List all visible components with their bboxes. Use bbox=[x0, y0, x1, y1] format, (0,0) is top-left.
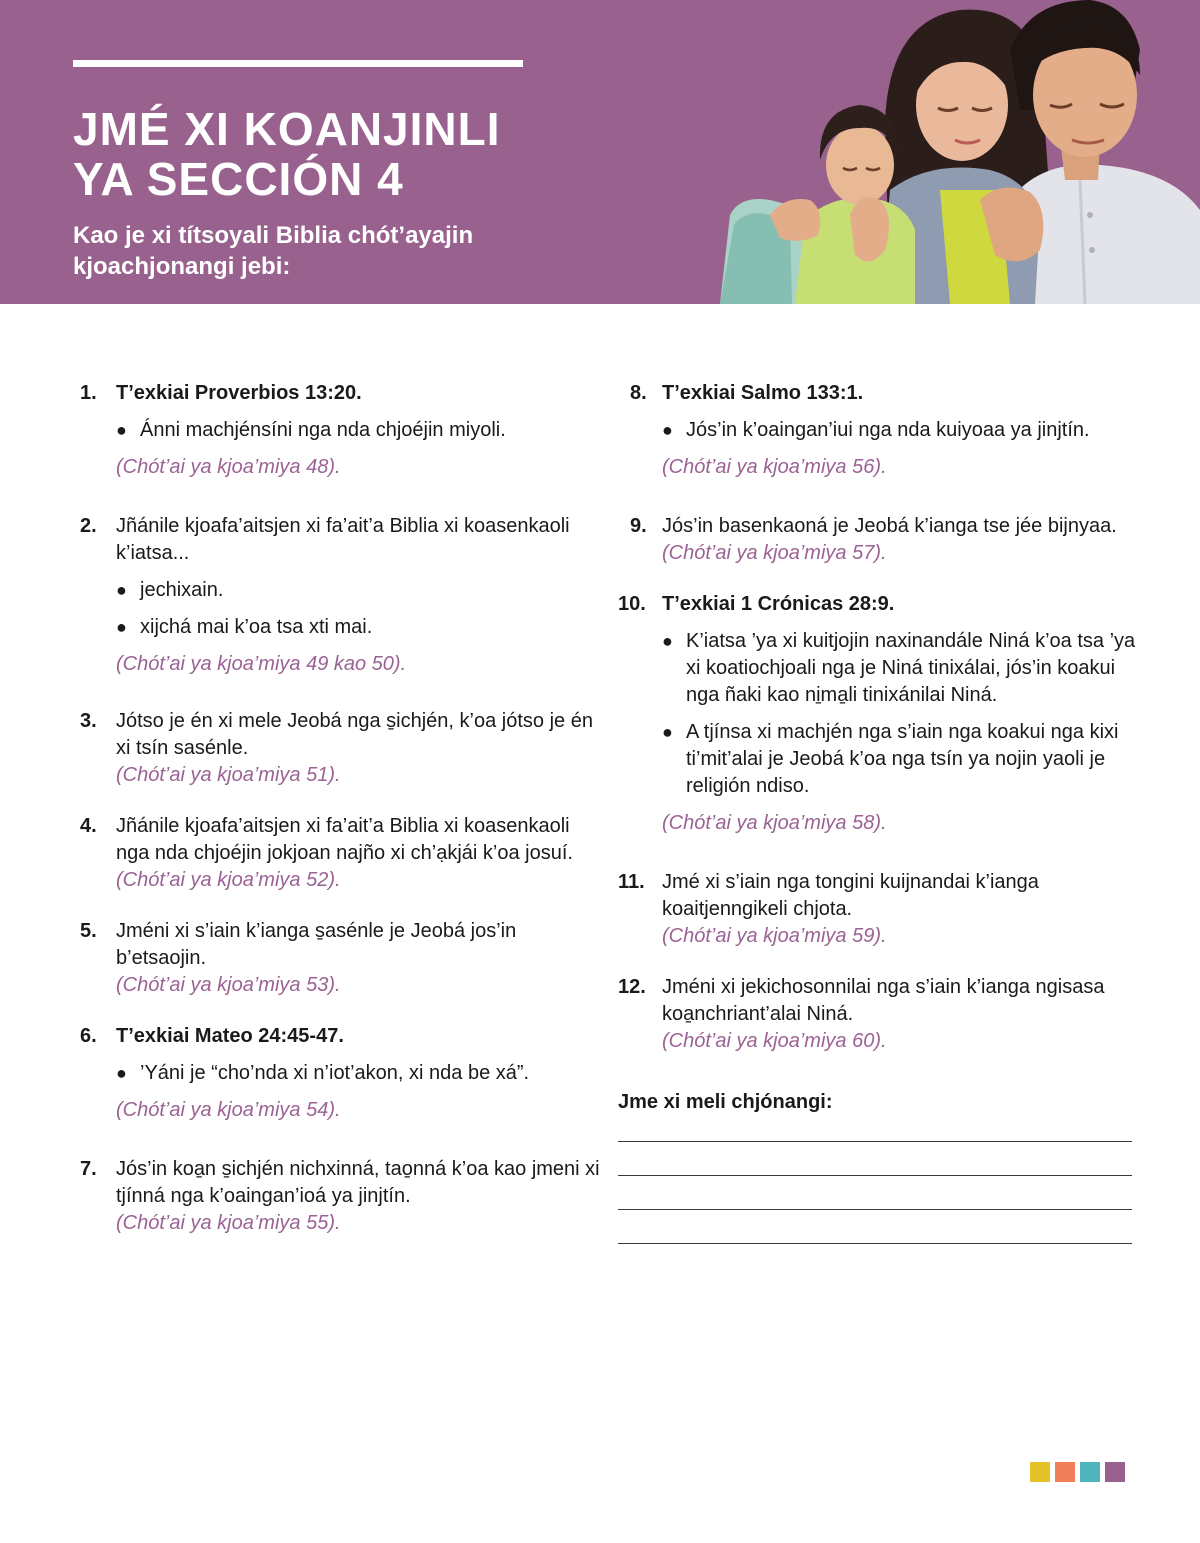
color-square bbox=[1055, 1462, 1075, 1482]
page-reference: (Chót’ai ya kjoa’miya 51). bbox=[116, 764, 341, 786]
questions-column-right bbox=[618, 380, 1138, 1244]
question-item bbox=[80, 918, 600, 999]
note-line[interactable] bbox=[618, 1243, 1132, 1244]
page-reference: (Chót’ai ya kjoa’miya 49 kao 50). bbox=[116, 653, 407, 675]
bullet-item bbox=[662, 628, 1138, 709]
bullet-icon: ● bbox=[116, 1063, 127, 1083]
color-square bbox=[1030, 1462, 1050, 1482]
question-number: 1. bbox=[80, 382, 97, 404]
question-item bbox=[618, 513, 1138, 567]
question-number: 9. bbox=[630, 515, 647, 537]
page-reference: (Chót’ai ya kjoa’miya 56). bbox=[662, 456, 887, 478]
notes-label: Jme xi meli chjónangi: bbox=[618, 1091, 833, 1113]
question-number: 4. bbox=[80, 815, 97, 837]
bullet-list bbox=[116, 577, 600, 641]
question-number: 2. bbox=[80, 515, 97, 537]
bullet-icon: ● bbox=[662, 722, 673, 742]
question-item bbox=[618, 591, 1138, 837]
page-reference: (Chót’ai ya kjoa’miya 60). bbox=[662, 1030, 887, 1052]
bullet-item bbox=[662, 417, 1138, 444]
bullet-text: Jós’in k’oaingan’iui nga nda kuiyoaa ya jinjtín. bbox=[686, 419, 1090, 441]
bullet-item bbox=[116, 577, 600, 604]
bullet-item bbox=[116, 417, 600, 444]
page-reference: (Chót’ai ya kjoa’miya 54). bbox=[116, 1099, 341, 1121]
question-text: Jós’in basenkaoná je Jeobá k’ianga tse jée bijnyaa. bbox=[662, 515, 1117, 537]
bullet-icon: ● bbox=[662, 420, 673, 440]
question-item bbox=[80, 708, 600, 789]
page-reference: (Chót’ai ya kjoa’miya 58). bbox=[662, 812, 887, 834]
bullet-icon: ● bbox=[116, 420, 127, 440]
bullet-item bbox=[116, 1060, 600, 1087]
bullet-item bbox=[116, 614, 600, 641]
question-item bbox=[618, 380, 1138, 481]
question-number: 8. bbox=[630, 382, 647, 404]
bullet-list bbox=[662, 417, 1138, 444]
page-subtitle bbox=[73, 220, 593, 282]
questions-column-left bbox=[80, 380, 600, 1261]
question-item bbox=[80, 813, 600, 894]
question-text: T’exkiai 1 Crónicas 28:9. bbox=[662, 593, 895, 615]
question-item bbox=[80, 1023, 600, 1124]
color-square bbox=[1080, 1462, 1100, 1482]
question-text: Jméni xi s’iain k’ianga s̱asénle je Jeobá jos’in b’etsaojin. bbox=[116, 920, 517, 969]
page-reference: (Chót’ai ya kjoa’miya 59). bbox=[662, 925, 887, 947]
question-number: 10. bbox=[618, 593, 646, 615]
header-rule bbox=[73, 60, 523, 67]
bullet-icon: ● bbox=[116, 580, 127, 600]
bullet-item bbox=[662, 719, 1138, 800]
question-text: T’exkiai Proverbios 13:20. bbox=[116, 382, 362, 404]
color-squares bbox=[1030, 1462, 1125, 1482]
question-number: 3. bbox=[80, 710, 97, 732]
bullet-list bbox=[662, 628, 1138, 800]
question-text: T’exkiai Mateo 24:45-47. bbox=[116, 1025, 344, 1047]
bullet-text: K’iatsa ’ya xi kuitjojin naxinandále Niná k’oa tsa ’ya xi koatiochjoali nga je Niná tinixálai, jós’in koakui nga ñaki kao ni̱ma̱li tinixánilai Niná. bbox=[686, 630, 1136, 706]
question-text: Jñánile kjoafa’aitsjen xi fa’ait’a Biblia xi koasenkaoli k’iatsa... bbox=[116, 515, 570, 564]
question-number: 6. bbox=[80, 1025, 97, 1047]
page-title-line: YA SECCIÓN 4 bbox=[73, 153, 404, 205]
question-number: 11. bbox=[618, 871, 645, 893]
bullet-icon: ● bbox=[662, 631, 673, 651]
question-item bbox=[618, 974, 1138, 1055]
bullet-icon: ● bbox=[116, 617, 127, 637]
bullet-text: Ánni machjénsíni nga nda chjoéjin miyoli. bbox=[140, 419, 506, 441]
question-item bbox=[80, 1156, 600, 1237]
header-banner bbox=[0, 0, 1200, 304]
color-square bbox=[1105, 1462, 1125, 1482]
question-item bbox=[618, 869, 1138, 950]
note-line[interactable] bbox=[618, 1209, 1132, 1210]
bullet-list bbox=[116, 417, 600, 444]
page-reference: (Chót’ai ya kjoa’miya 55). bbox=[116, 1212, 341, 1234]
question-number: 7. bbox=[80, 1158, 97, 1180]
page-reference: (Chót’ai ya kjoa’miya 52). bbox=[116, 869, 341, 891]
bullet-text: xijchá mai k’oa tsa xti mai. bbox=[140, 616, 373, 638]
bullet-list bbox=[116, 1060, 600, 1087]
page-subtitle-line: kjoachjonangi jebi: bbox=[73, 253, 291, 280]
page-reference: (Chót’ai ya kjoa’miya 57). bbox=[662, 542, 887, 564]
page-reference: (Chót’ai ya kjoa’miya 53). bbox=[116, 974, 341, 996]
question-item bbox=[80, 380, 600, 481]
question-text: Jótso je én xi mele Jeobá nga s̱ichjén, k’oa jótso je én xi tsín sasénle. bbox=[116, 710, 593, 759]
bullet-text: jechixain. bbox=[140, 579, 224, 601]
question-text: Jós’in koa̱n s̱ichjén nichxinná, tao̱nná k’oa kao jmeni xi tjínná nga k’oaingan’ioá ya jinjtín. bbox=[116, 1158, 600, 1207]
bullet-text: A tjínsa xi machjén nga s’iain nga koakui nga kixi ti’mit’alai je Jeobá k’oa nga tsín ya nojin yaoli je religión ndiso. bbox=[686, 721, 1119, 797]
family-praying-illustration bbox=[700, 0, 1200, 304]
question-item bbox=[80, 513, 600, 678]
bullet-text: ’Yáni je “cho’nda xi n’iot’akon, xi nda be xá”. bbox=[140, 1062, 530, 1084]
page-subtitle-line: Kao je xi títsoyali Biblia chót’ayajin bbox=[73, 222, 474, 249]
note-line[interactable] bbox=[618, 1175, 1132, 1176]
question-text: Jméni xi jekichosonnilai nga s’iain k’ianga ngisasa koa̱nchriant’alai Niná. bbox=[662, 976, 1105, 1025]
question-text: Jñánile kjoafa’aitsjen xi fa’ait’a Biblia xi koasenkaoli nga nda chjoéjin jokjoan najño xi ch’ạkjái k’oa josuí. bbox=[116, 815, 573, 864]
question-number: 12. bbox=[618, 976, 646, 998]
note-line[interactable] bbox=[618, 1141, 1132, 1142]
page-title bbox=[73, 104, 693, 204]
question-text: T’exkiai Salmo 133:1. bbox=[662, 382, 864, 404]
question-number: 5. bbox=[80, 920, 97, 942]
page-title-line: JMÉ XI KOANJINLI bbox=[73, 103, 501, 155]
question-text: Jmé xi s’iain nga tongini kuijnandai k’ianga koaitjenngikeli chjota. bbox=[662, 871, 1039, 920]
page-reference: (Chót’ai ya kjoa’miya 48). bbox=[116, 456, 341, 478]
